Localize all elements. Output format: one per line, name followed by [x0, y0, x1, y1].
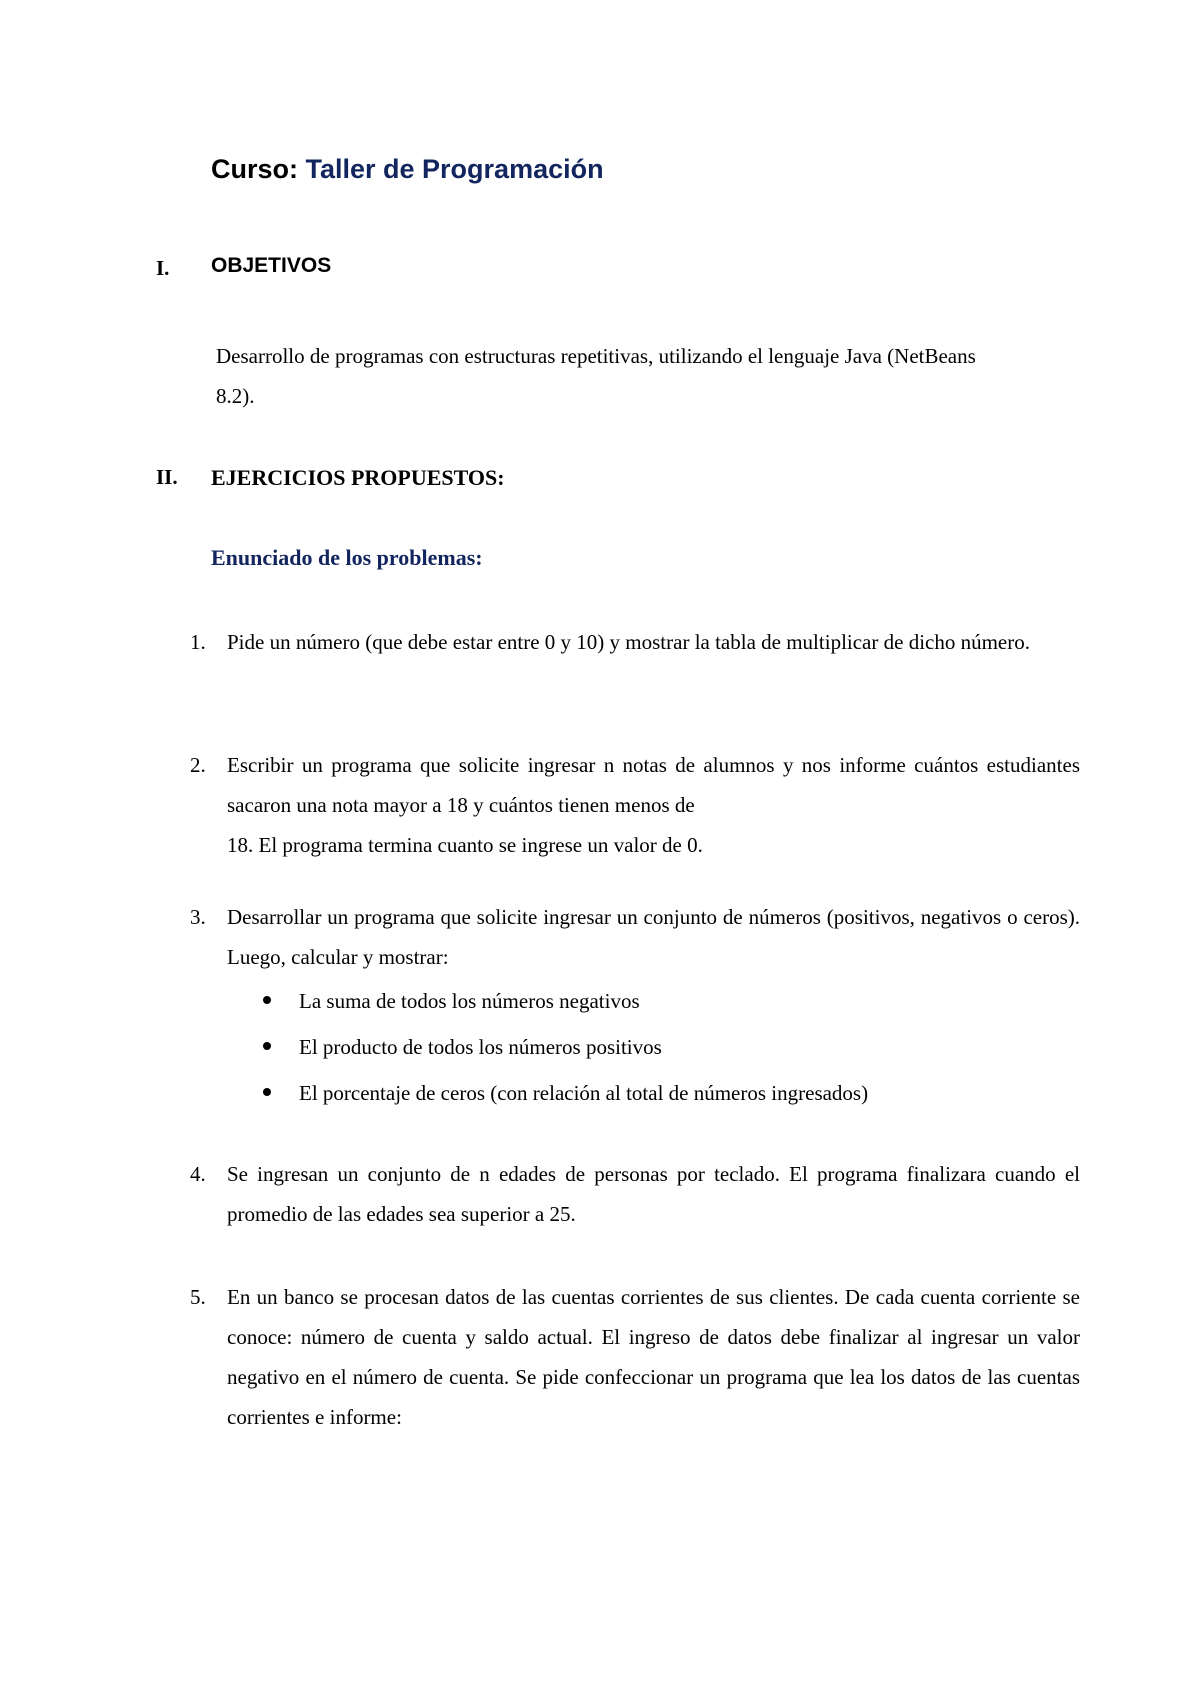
- course-label: Curso:: [211, 154, 306, 184]
- bullet-icon: [263, 1042, 271, 1050]
- exercise-item: [190, 897, 1080, 1119]
- objectives-text: Desarrollo de programas con estructuras repetitivas, utilizando el lenguaje Java (NetBeans 8.2).: [216, 344, 976, 408]
- exercise-number: 1.: [190, 630, 206, 654]
- exercise-number: 3.: [190, 905, 206, 929]
- exercise-text: Pide un número (que debe estar entre 0 y 10) y mostrar la tabla de multiplicar de dicho número.: [227, 630, 1030, 654]
- exercise-number: 5.: [190, 1285, 206, 1309]
- exercise-text-continued: 18. El programa termina cuanto se ingrese un valor de 0.: [227, 833, 703, 857]
- exercise-item: [190, 1154, 1080, 1234]
- bullet-icon: [263, 996, 271, 1004]
- bullet-item: [190, 981, 1080, 1027]
- exercise-item: [190, 1277, 1080, 1437]
- bullet-text: El producto de todos los números positivos: [299, 1035, 662, 1059]
- exercise-text: Escribir un programa que solicite ingresar n notas de alumnos y nos informe cuántos estudiantes sacaron una nota mayor a 18 y cuántos tienen menos de: [227, 753, 1080, 817]
- bullet-item: [190, 1027, 1080, 1073]
- section-number-objectives: I.: [156, 256, 170, 280]
- course-name: Taller de Programación: [305, 154, 604, 184]
- bullet-icon: [263, 1088, 271, 1096]
- bullet-text: La suma de todos los números negativos: [299, 989, 640, 1013]
- bullet-text: El porcentaje de ceros (con relación al total de números ingresados): [299, 1081, 869, 1105]
- exercise-text: Desarrollar un programa que solicite ingresar un conjunto de números (positivos, negativos o ceros). Luego, calcular y mostrar:: [227, 905, 1080, 969]
- page-title: [211, 154, 604, 185]
- exercise-item: [190, 622, 1080, 662]
- bullet-list: [190, 981, 1080, 1119]
- section-heading-exercises: EJERCICIOS PROPUESTOS:: [211, 465, 505, 490]
- exercise-text: En un banco se procesan datos de las cuentas corrientes de sus clientes. De cada cuenta corriente se conoce: número de cuenta y saldo actual. El ingreso de datos debe finalizar al ingresar un valor negativo en el número de cuenta. Se pide confeccionar un programa que lea los datos de las cuentas corrientes e informe:: [227, 1285, 1080, 1429]
- exercise-number: 2.: [190, 753, 206, 777]
- section-number-exercises: II.: [156, 465, 178, 489]
- exercise-item: [190, 745, 1080, 865]
- section-heading-objectives: OBJETIVOS: [211, 254, 332, 277]
- exercise-number: 4.: [190, 1162, 206, 1186]
- bullet-item: [190, 1073, 1080, 1119]
- exercise-text: Se ingresan un conjunto de n edades de personas por teclado. El programa finalizara cuando el promedio de las edades sea superior a 25.: [227, 1162, 1080, 1226]
- exercises-subheading: Enunciado de los problemas:: [211, 545, 483, 570]
